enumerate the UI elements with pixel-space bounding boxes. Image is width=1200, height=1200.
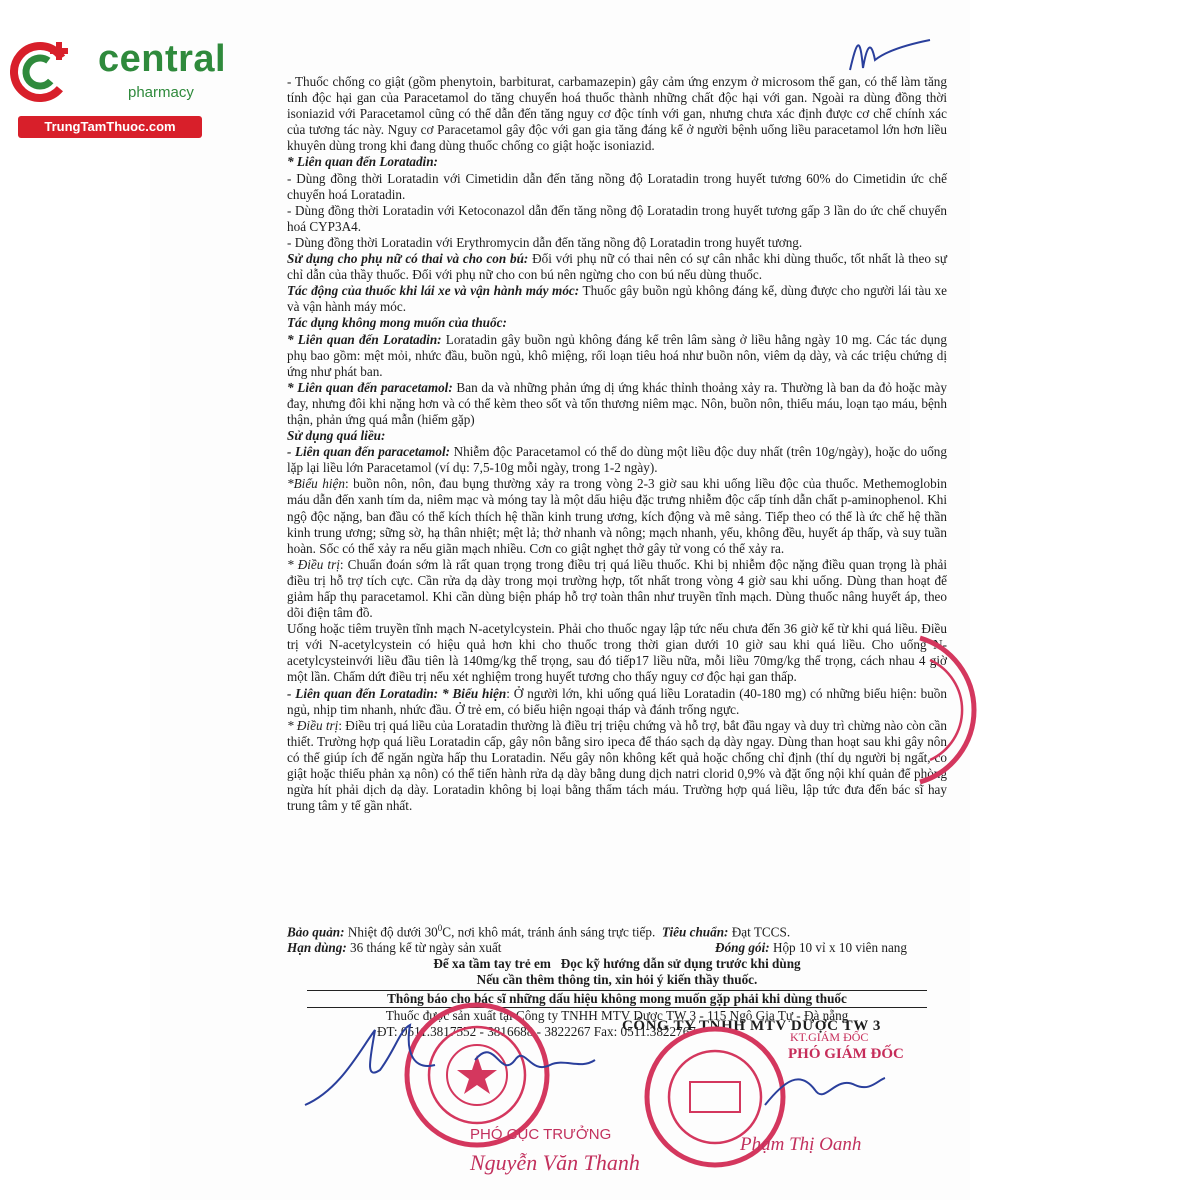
warning-line: Để xa tầm tay trẻ em Đọc kỹ hướng dẫn sử dụng trước khi dùng (433, 956, 801, 972)
warning-line: Nếu cần thêm thông tin, xin hỏi ý kiến thầy thuốc. (476, 972, 758, 988)
sub-heading: * Liên quan đến paracetamol: (287, 379, 453, 395)
paragraph-text: Đối với phụ nữ có thai nên có sự cân nhắc khi dùng thuốc, tốt nhất là theo sự chỉ dẫn của thầy thuốc. Đối với phụ nữ cho con bú nên ngừng cho con bú nếu dùng thuốc. (287, 251, 947, 283)
expiry-info (287, 940, 501, 956)
storage-row (287, 920, 947, 940)
leaflet-body (287, 74, 947, 814)
paragraph-text: Nhiễm độc Paracetamol có thể do dùng một liều độc duy nhất (trên 10g/ngày), hoặc do uống lặp lại liều lớn Paracetamol (ví dụ: 7,5-10g mỗi ngày, trong 1-2 ngày). (287, 444, 947, 476)
manufacturer-line: Thuốc được sản xuất tại Công ty TNHH MTV Dược TW 3 - 115 Ngô Gia Tự - Đà nẵng (385, 1008, 849, 1024)
company-sub-title: KT.GIÁM ĐỐC (790, 1030, 869, 1044)
section-heading: Tác dụng không mong muốn của thuốc: (287, 315, 507, 331)
paragraph (287, 444, 947, 476)
storage-info (287, 920, 790, 940)
storage-text: Nhiệt độ dưới 30 (344, 924, 438, 940)
paragraph (287, 251, 947, 283)
pack-text: Hộp 10 vỉ x 10 viên nang (769, 940, 907, 956)
sub-heading: * Điều trị (287, 556, 340, 572)
standard-text: Đạt TCCS. (728, 924, 791, 940)
paragraph (287, 557, 947, 621)
expiry-text: 36 tháng kể từ ngày sản xuất (346, 940, 502, 956)
paragraph: Uống hoặc tiêm truyền tĩnh mạch N-acetylcystein. Phải cho thuốc ngay lập tức nếu chưa đến 36 giờ kể từ khi quá liều. Điều trị với N-acetylcystein có hiệu quả hơn khi cho thuốc trong thời gian dưới 10 giờ sau khi quá liều. Cho uống N-acetylcysteinvới liều đầu tiên là 140mg/kg thể trọng, sau đó tiếp17 liều nữa, mỗi liều 70mg/kg thể trọng, cách nhau 4 giờ một lần. Chấm dứt điều trị nếu xét nghiệm trong huyết tương cho thấy nguy cơ độc hại gan thấp. (287, 621, 947, 685)
section-heading: Sử dụng cho phụ nữ có thai và cho con bú: (287, 251, 529, 267)
company-name: CÔNG TY TNHH MTV DƯỢC TW 3 (622, 1018, 881, 1034)
standard-label: Tiêu chuẩn: (661, 924, 729, 940)
section-heading: Sử dụng quá liều: (287, 428, 386, 444)
sub-heading: *Biểu hiện (287, 476, 345, 492)
paragraph: - Dùng đồng thời Loratadin với Ketoconazol dẫn đến tăng nồng độ Loratadin trong huyết tương gấp 3 lần do ức chế chuyển hoá CYP3A4. (287, 202, 947, 234)
top-initials-signature (845, 30, 935, 80)
logo-site-badge[interactable]: TrungTamThuoc.com (18, 116, 202, 138)
paragraph: - Dùng đồng thời Loratadin với Cimetidin dẫn đến tăng nồng độ Loratadin trong huyết tương 60% do Cimetidin ức chế chuyển hoá Loratadin. (287, 170, 947, 202)
paragraph: - Thuốc chống co giật (gồm phenytoin, barbiturat, carbamazepin) gây cảm ứng enzym ở microsom thể gan, có thể làm tăng tính độc hại gan của Paracetamol do tăng chuyển hoá thuốc thành những chất độc hại với gan. Ngoài ra dùng đồng thời isoniazid với Paracetamol cũng có thể dẫn đến tăng nguy cơ độc tính với gan, nhưng chưa xác định được cơ chế chính xác của tương tác này. Nguy cơ Paracetamol gây độc với gan gia tăng đáng kể ở người bệnh uống liều paracetamol lớn hơn liều khuyên dùng trong khi đang dùng thuốc chống co giật hoặc isoniazid. (287, 74, 947, 154)
deputy-director-title: PHÓ CỤC TRƯỞNG (470, 1126, 612, 1143)
storage-label: Bảo quản: (287, 924, 345, 940)
expiry-row (287, 940, 907, 956)
central-pharmacy-logo[interactable] (10, 36, 227, 136)
paragraph: - Dùng đồng thời Loratadin với Erythromycin dẫn đến tăng nồng độ Loratadin trong huyết tương. (287, 234, 803, 250)
paragraph-text: Ban da và những phản ứng dị ứng khác thỉnh thoảng xảy ra. Thường là ban da đỏ hoặc mày đay, nhưng đôi khi nặng hơn và có thể kèm theo sốt và tổn thương niêm mạc. Nôn, buồn nôn, thiếu máu, loạn tạo máu, bệnh thận, phản ứng quá mẫn (hiếm gặp) (287, 379, 947, 427)
deputy-director-name: Nguyễn Văn Thanh (470, 1150, 640, 1175)
adverse-notice: Thông báo cho bác sĩ những dấu hiệu không mong muốn gặp phải khi dùng thuốc (307, 990, 927, 1008)
paragraph (287, 686, 947, 718)
expiry-label: Hạn dùng: (287, 940, 347, 956)
pack-info (715, 940, 907, 956)
paragraph-text: Thuốc gây buồn ngủ không đáng kể, dùng được cho người lái tàu xe và vận hành máy móc. (287, 283, 948, 315)
paragraph (287, 283, 947, 315)
paragraph-text: Loratadin gây buồn ngủ không đáng kể trên lâm sàng ở liều hằng ngày 10 mg. Các tác dụng phụ bao gồm: mệt mỏi, nhức đầu, buồn ngủ, khô miệng, rối loạn tiêu hoá như buồn nôn, viêm dạ dày, và các triệu chứng dị ứng như phát ban. (287, 331, 947, 379)
logo-brand-name: central (98, 38, 227, 80)
storage-text-2: C, nơi khô mát, tránh ánh sáng trực tiếp. (442, 924, 656, 940)
logo-sub-name: pharmacy (128, 84, 194, 101)
paragraph-text: : Điều trị quá liều của Loratadin thường là điều trị triệu chứng và hỗ trợ, bắt đầu ngay và duy trì chừng nào còn cần thiết. Trường hợp quá liều Loratadin cấp, gây nôn bằng siro ipeca để tháo sạch dạ dày ngay. Dùng than hoạt sau khi gây nôn có thể giúp ích để ngăn ngừa hấp thu Loratadin. Nếu gây nôn không kết quả hoặc chống chỉ định (thí dụ người bị ngất, co giật hoặc thiếu phản xạ nôn) có thể tiến hành rửa dạ dày bằng dung dịch natri clorid 0,9% và đặt ống nội khí quản để phòng ngừa hít phải dịch dạ dày. Loratadin không bị loại bằng thẩm tách máu. Trường hợp quá liều, lập tức đưa đến bác sĩ hay trung tâm y tế gần nhất. (287, 717, 947, 814)
right-signature (760, 1060, 890, 1120)
paragraph (287, 476, 947, 556)
section-heading: Tác động của thuốc khi lái xe và vận hành máy móc: (287, 283, 580, 299)
middle-signature (470, 1030, 600, 1090)
sub-heading: * Liên quan đến Loratadin: (287, 331, 442, 347)
paragraph-text: : Ở người lớn, khi uống quá liều Loratadin (40-180 mg) có những biểu hiện: buồn ngủ, nhịp tim nhanh, nhức đầu. Ở trẻ em, có biểu hiện ngoại tháp và đánh trống ngực. (287, 685, 947, 717)
central-pharmacy-logo-icon (10, 38, 76, 104)
sub-heading: * Điều trị (287, 717, 339, 733)
sub-heading: - Liên quan đến paracetamol: (287, 444, 451, 460)
degree-mark: 0 (437, 923, 443, 933)
deputy-manager-name: Phạm Thị Oanh (740, 1134, 862, 1155)
paragraph-text: : buồn nôn, nôn, đau bụng thường xảy ra trong vòng 2-3 giờ sau khi uống liều độc của thuốc. Methemoglobin máu dẫn đến xanh tím da, niêm mạc và móng tay là một dấu hiệu đặc trưng nhiễm độc cấp tính dẫn chất p-aminophenol. Khi ngộ độc nặng, ban đầu có thể kích thích hệ thần kinh trung ương, kích động và mê sảng. Tiếp theo có thể là ức chế hệ thần kinh trung ương; sững sờ, hạ thân nhiệt; mệt lả; thở nhanh và nông; mạch nhanh, yếu, không đều, huyết áp thấp, và suy tuần hoàn. Sốc có thể xảy ra nếu giãn mạch nhiều. Cơn co giật nghẹt thở gây tử vong có thể xảy ra. (287, 476, 948, 556)
phone-line: ĐT: 0511.3817552 - 3816688 - 3822267 Fax: 0511.3822767 (377, 1024, 696, 1040)
paragraph (287, 718, 947, 815)
pack-label: Đóng gói: (715, 940, 770, 956)
sub-heading: * Biểu hiện (438, 685, 507, 701)
paragraph-text: : Chuẩn đoán sớm là rất quan trọng trong điều trị quá liều thuốc. Khi bị nhiễm độc nặng điều quan trọng là phải điều trị hỗ trợ tích cực. Cần rửa dạ dày trong mọi trường hợp, tốt nhất trong vòng 4 giờ sau khi uống. Dùng than hoạt để giảm hấp thụ paracetamol. Khi cần dùng biện pháp hỗ trợ toàn thân như truyền tĩnh mạch. Dùng thuốc nâng huyết áp, theo dõi điện tâm đồ. (287, 556, 947, 621)
edge-stamp (900, 630, 980, 790)
company-sub-title: PHÓ GIÁM ĐỐC (788, 1046, 904, 1062)
section-heading: * Liên quan đến Loratadin: (287, 154, 438, 170)
paragraph (287, 380, 947, 428)
paragraph (287, 332, 947, 380)
sub-heading: - Liên quan đến Loratadin: (287, 685, 439, 701)
